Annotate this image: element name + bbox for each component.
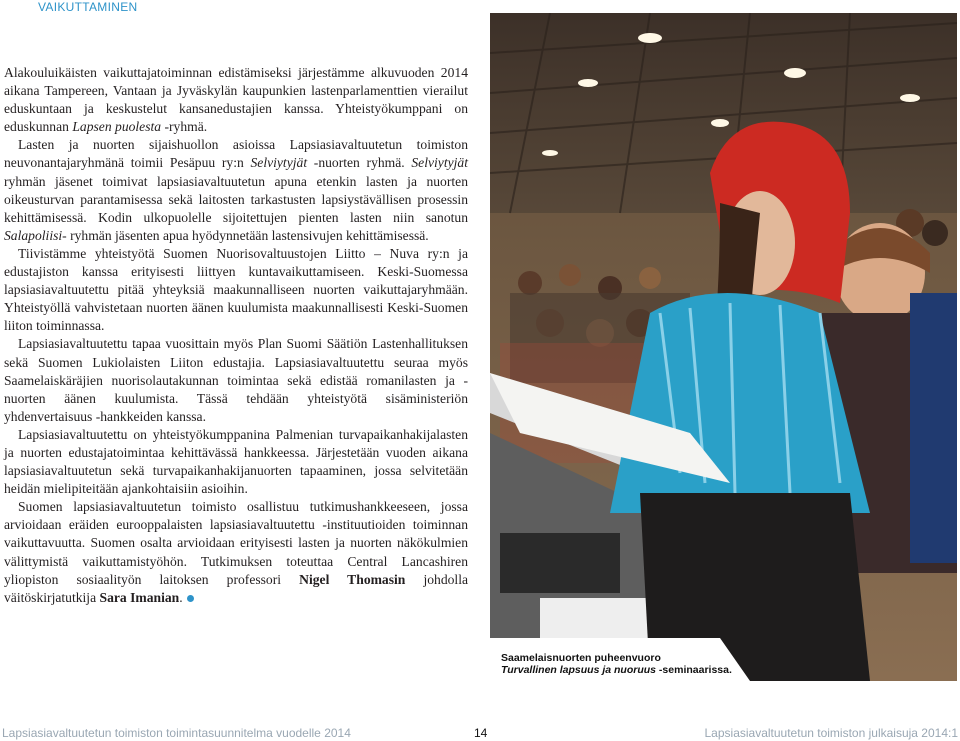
text-run: Lasten ja nuorten sijaishuollon asioissa Lapsiasiavaltuutetun toimiston neuvonantajaryhmänä toimii Pesäpuu ry:n: [4, 137, 468, 171]
text-run: Suomen lapsiasiavaltuutetun toimisto osallistuu tutkimushankkeeseen, jossa arvioidaan eräiden eurooppalaisten lapsiasiavaltuutettu -instituutioiden toiminnan vaikuttavuutta. Suomen osalta arvioidaan erityisesti lasten ja nuorten näkökulmien välittymistä vaikuttamistyöhön. Tutkimuksen toteuttaa Central Lancashiren yliopiston sosiaalityön laitoksen professori: [4, 499, 468, 587]
paragraph: [4, 64, 468, 136]
text-run: Alakouluikäisten vaikuttajatoiminnan edistämiseksi järjestämme alkuvuoden 2014 aikana Tampereen, Vantaan ja Jyväskylän kaupunkien lastenparlamenttien vierailut eduskuntaan ja keskustelut kansanedustajien kanssa. Yhteistyökumppani on eduskunnan: [4, 65, 468, 135]
italic-text: Selviytyjät: [250, 155, 308, 171]
text-run: .: [179, 589, 183, 605]
paragraph: [4, 245, 468, 335]
text-run: ryhmän jäsenet toimivat lapsiasiavaltuutetun apuna etenkin lasten ja nuorten oikeusturvan parantamisessa sekä laitosten tarkastusten lapsiystävällisen prosessin kehittämisessä. Kodin ulkopuolelle sijoitettujen pienten lasten niin sanotun: [4, 173, 468, 225]
caption-title: Saamelaisnuorten puheenvuoro: [501, 652, 661, 664]
text-run: ryhmän jäsenten apua hyödynnetään lastensivujen kehittämisessä.: [66, 227, 429, 243]
seminar-photo-illustration: [490, 13, 957, 681]
text-run: Lapsiasiavaltuutettu tapaa vuosittain myös Plan Suomi Säätiön Lastenhallituksen sekä Suomen Lukiolaisten Liiton edustajia. Lapsiasiavaltuutettu seuraa myös Saamelaiskäräjien nuorisolautakunnan toimintaa sekä edistää romanilasten ja -nuorten äänen kuulumista. Tässä tehdään yhteistyötä sisäministeriön yhdenvertaisuus -hankkeiden kanssa.: [4, 336, 468, 424]
bold-text: Sara Imanian: [99, 589, 180, 605]
text-run: Lapsiasiavaltuutettu on yhteistyökumppanina Palmenian turvapaikanhakijalasten ja nuorten edustajatoimintaa kehittävässä hankkeessa. Järjestetään vuoden aikana lapsiasiavaltuutetun sekä turvapaikanhakijanuorten tapaaminen, jossa selvitetään heidän mielipiteitään ajankohtaisiin asioihin.: [4, 426, 468, 497]
section-label: VAIKUTTAMINEN: [38, 0, 138, 14]
paragraph: [4, 335, 468, 425]
caption-rest: -seminaarissa.: [656, 664, 732, 676]
seminar-photo: [490, 13, 957, 681]
paragraph: [4, 426, 468, 498]
caption-subtitle: [501, 664, 732, 676]
italic-text: Salapoliisi-: [4, 227, 67, 243]
paragraph: [4, 498, 468, 607]
text-run: johdolla väitöskirjatutkija: [4, 571, 469, 605]
bold-text: Nigel Thomasin: [299, 571, 406, 587]
paragraph: [4, 136, 468, 245]
end-bullet-icon: [187, 595, 194, 602]
photo-caption: [501, 652, 732, 676]
text-run: -nuorten ryhmä.: [307, 155, 412, 171]
footer-publication-title: Lapsiasiavaltuutetun toimiston toimintasuunnitelma vuodelle 2014: [2, 726, 351, 740]
italic-text: Lapsen puolesta: [72, 119, 162, 135]
italic-text: Selviytyjät: [411, 155, 468, 171]
text-run: Tiivistämme yhteistyötä Suomen Nuorisovaltuustojen Liitto – Nuva ry:n ja edustajiston kanssa erityisesti liittyen kuntavaikuttamiseen. Keski-Suomessa lapsiasiavaltuutettu pitää yhteyksiä maakunnalliseen nuorten vaikuttajaryhmään. Yhteistyöllä vahvistetaan nuorten äänen kuulumista maakunnallisesti Keski-Suomen liiton toiminnassa.: [4, 245, 468, 334]
text-run: -ryhmä.: [161, 119, 208, 135]
caption-italic: Turvallinen lapsuus ja nuoruus: [501, 664, 657, 676]
footer-series: Lapsiasiavaltuutetun toimiston julkaisuja 2014:1: [704, 726, 958, 740]
body-text: [4, 64, 468, 607]
page-number: 14: [474, 726, 488, 740]
